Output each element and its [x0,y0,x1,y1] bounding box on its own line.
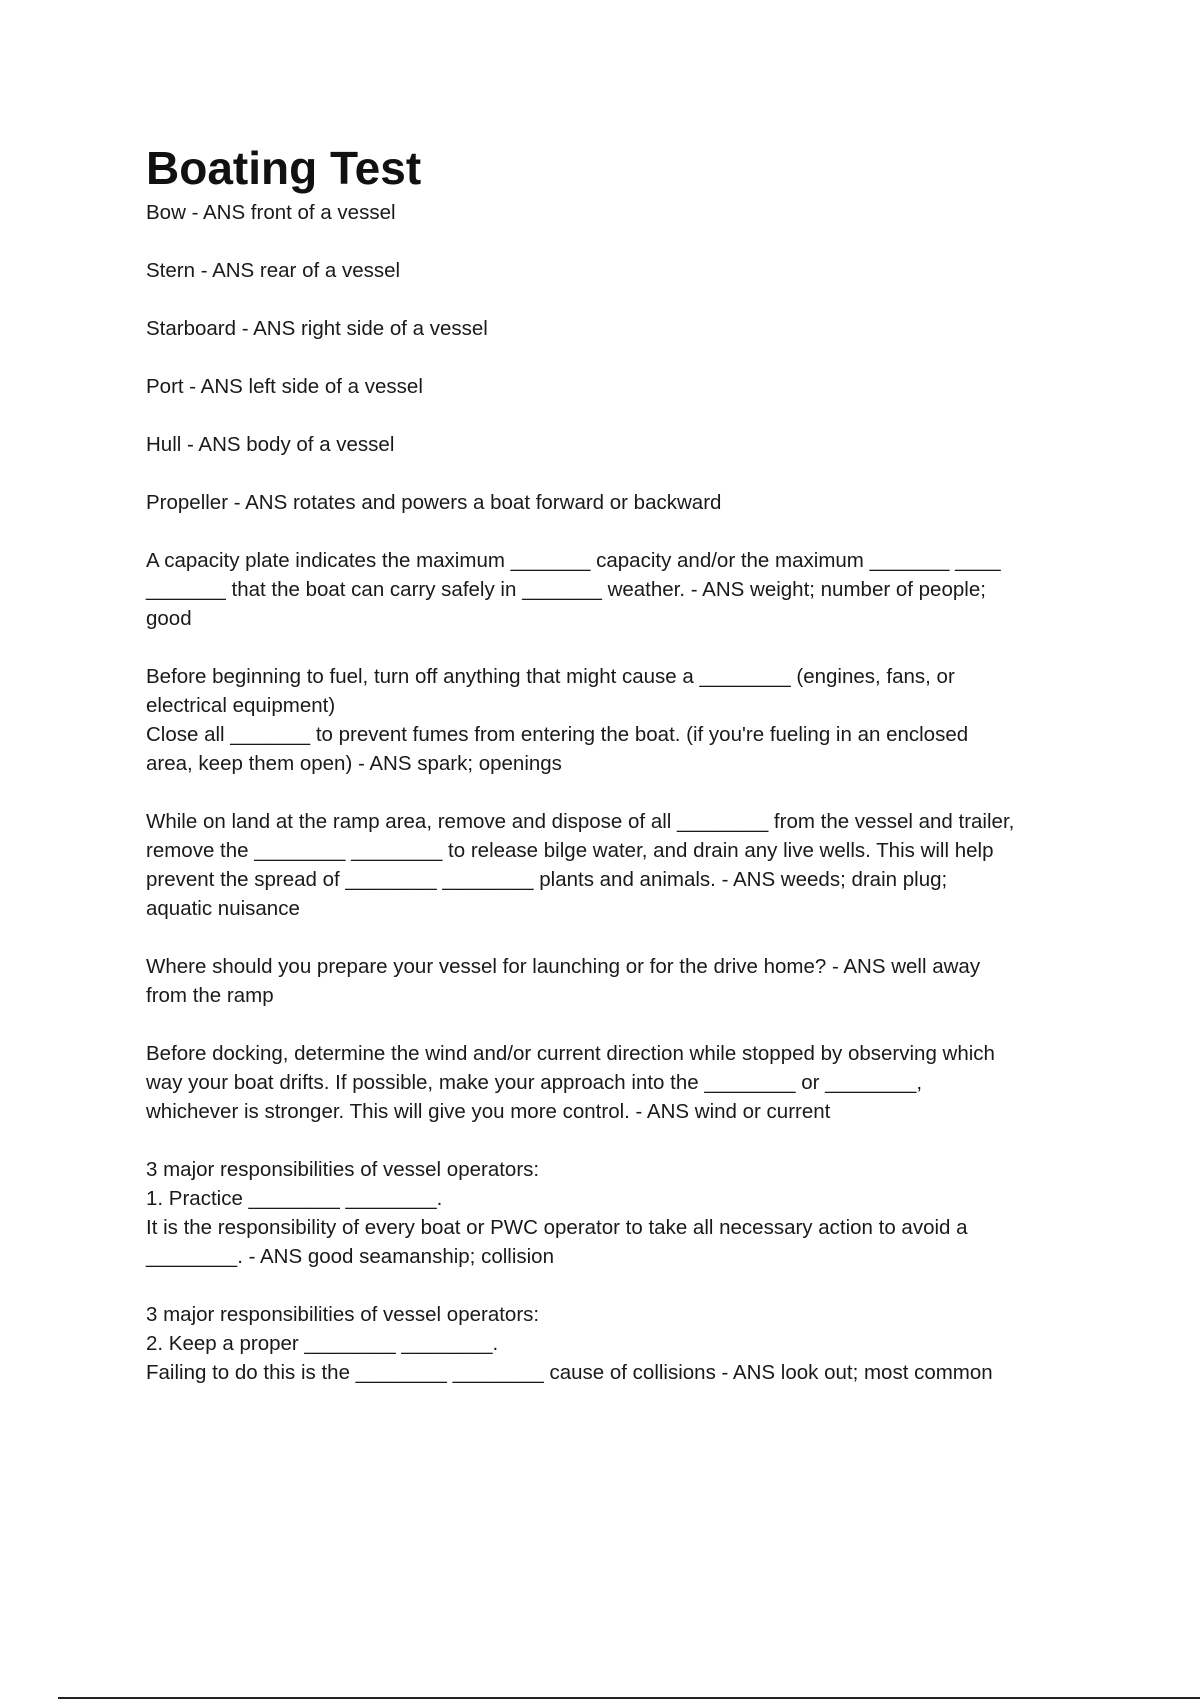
entry-text-line: Before docking, determine the wind and/or current direction while stopped by observing which [146,1042,995,1065]
qa-entry [146,314,1096,343]
entry-text-line: good [146,607,192,630]
entry-text-line: Hull - ANS body of a vessel [146,433,395,456]
qa-entry [146,256,1096,285]
entry-text-line: way your boat drifts. If possible, make your approach into the ________ or ________, [146,1071,923,1094]
entry-text-line: 2. Keep a proper ________ ________. [146,1332,499,1355]
entry-text-line: Bow - ANS front of a vessel [146,201,396,224]
entry-text-line: Where should you prepare your vessel for launching or for the drive home? - ANS well away [146,955,981,978]
entry-text-line: Propeller - ANS rotates and powers a boat forward or backward [146,491,722,514]
qa-entry [146,546,1096,633]
qa-entry [146,372,1096,401]
entry-text-line: Before beginning to fuel, turn off anything that might cause a ________ (engines, fans, or [146,665,955,688]
entry-text-line: 1. Practice ________ ________. [146,1187,443,1210]
entry-text-line: Port - ANS left side of a vessel [146,375,423,398]
entry-text-line: electrical equipment) [146,694,336,717]
entry-text-line: ________. - ANS good seamanship; collision [146,1245,554,1268]
entry-text-line: _______ that the boat can carry safely in _______ weather. - ANS weight; number of people; [146,578,986,601]
qa-entry [146,430,1096,459]
entry-text-line: area, keep them open) - ANS spark; openings [146,752,562,775]
qa-entry [146,1155,1096,1271]
entry-text-line: While on land at the ramp area, remove and dispose of all ________ from the vessel and trailer, [146,810,1015,833]
entry-text-line: It is the responsibility of every boat or PWC operator to take all necessary action to avoid a [146,1216,968,1239]
qa-entry [146,1300,1096,1387]
entry-text-line: Close all _______ to prevent fumes from entering the boat. (if you're fueling in an enclosed [146,723,969,746]
entry-text-line: 3 major responsibilities of vessel operators: [146,1303,540,1326]
qa-entry [146,662,1096,778]
document-body [146,140,1096,1416]
qa-entry [146,1039,1096,1126]
footer-divider [58,1697,1200,1699]
entry-text-line: Starboard - ANS right side of a vessel [146,317,488,340]
entry-text-line: A capacity plate indicates the maximum _______ capacity and/or the maximum _______ ____ [146,549,1001,572]
entry-text-line: 3 major responsibilities of vessel operators: [146,1158,540,1181]
entry-text-line: Stern - ANS rear of a vessel [146,259,401,282]
qa-entry [146,488,1096,517]
entry-text-line: whichever is stronger. This will give you more control. - ANS wind or current [146,1100,831,1123]
qa-entry [146,198,1096,227]
qa-list [146,198,1096,1387]
qa-entry [146,952,1096,1010]
entry-text-line: Failing to do this is the ________ ________ cause of collisions - ANS look out; most common [146,1361,993,1384]
entry-text-line: remove the ________ ________ to release bilge water, and drain any live wells. This will help [146,839,994,862]
entry-text-line: prevent the spread of ________ ________ plants and animals. - ANS weeds; drain plug; [146,868,948,891]
qa-entry [146,807,1096,923]
page-title: Boating Test [146,142,422,194]
entry-text-line: aquatic nuisance [146,897,300,920]
entry-text-line: from the ramp [146,984,274,1007]
